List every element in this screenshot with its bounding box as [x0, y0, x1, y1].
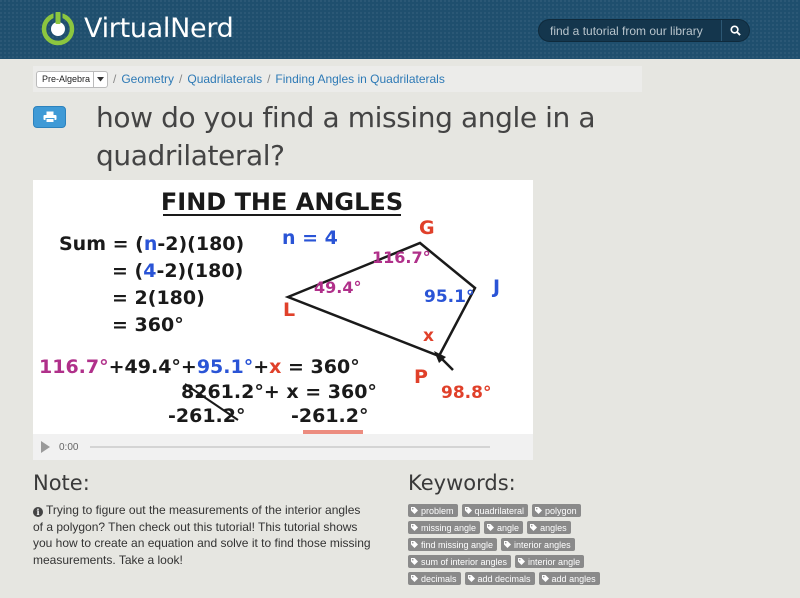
breadcrumb-link-finding-angles[interactable]: Finding Angles in Quadrilaterals — [275, 72, 445, 86]
logo-virtual: Virtual — [84, 12, 171, 44]
subject-select[interactable] — [36, 71, 108, 88]
subject-select-value: Pre-Algebra — [42, 74, 91, 84]
search-icon — [730, 25, 741, 36]
keyword-tag-label: angles — [540, 522, 567, 533]
vertex-p: P — [414, 366, 428, 388]
tag-icon — [530, 524, 537, 531]
tag-icon — [504, 541, 511, 548]
angle-j: 95.1° — [424, 287, 475, 307]
n-equation: n = 4 — [282, 227, 338, 249]
keyword-tag-label: interior angles — [514, 539, 571, 550]
eq1-c: 95.1° — [196, 356, 254, 378]
eq3-left: -261.2° — [168, 405, 246, 427]
eq1-b: +49.4°+ — [108, 356, 197, 378]
keyword-tag-label: sum of interior angles — [421, 556, 508, 567]
keyword-tag[interactable] — [408, 555, 511, 568]
page-title: how do you find a missing angle in a quadrilateral? — [96, 101, 596, 172]
keyword-tag[interactable] — [484, 521, 523, 534]
tag-icon — [411, 524, 418, 531]
logo-nerd: Nerd — [170, 12, 234, 44]
breadcrumb-link-geometry[interactable]: Geometry — [121, 72, 175, 86]
sum-1b: n — [143, 233, 158, 255]
breadcrumb-separator: / — [267, 72, 271, 86]
play-icon[interactable] — [41, 441, 50, 453]
vertex-l: L — [283, 299, 296, 321]
angle-g: 116.7° — [372, 248, 431, 267]
keyword-tag[interactable] — [408, 572, 461, 585]
keywords-heading: Keywords: — [408, 471, 516, 495]
eq2-pre: 8 — [181, 381, 195, 403]
tag-icon — [465, 507, 472, 514]
search-box — [538, 19, 750, 42]
keyword-tag[interactable] — [515, 555, 584, 568]
video-player[interactable] — [33, 180, 533, 460]
tag-icon — [535, 507, 542, 514]
print-icon — [43, 111, 57, 123]
note-text: Trying to figure out the measurements of the interior angles of a polygon? Then check out this tutorial! This tutorial shows you how to create an equation and solve it to find those missing measurements. Take a look! — [33, 503, 371, 567]
tag-icon — [487, 524, 494, 531]
sum-1a: Sum = ( — [59, 233, 144, 255]
note-heading: Note: — [33, 471, 90, 495]
keyword-tag-label: interior angle — [528, 556, 581, 567]
keyword-tag-label: add angles — [551, 573, 596, 584]
breadcrumb — [33, 66, 642, 92]
keyword-tag[interactable] — [408, 504, 458, 517]
keyword-tag-label: polygon — [545, 505, 577, 516]
keyword-tag-list — [408, 504, 623, 589]
virtualnerd-logo[interactable] — [40, 10, 234, 46]
eq2: 261.2°+ x = 360° — [194, 381, 377, 403]
keyword-tag-label: problem — [421, 505, 454, 516]
sum-4: = 360° — [112, 314, 184, 336]
eq1-d: + — [253, 356, 270, 378]
video-progress-bar[interactable] — [90, 446, 490, 448]
svg-text:Sum = (n-2)(180) — [59, 233, 244, 255]
frame-heading: FIND THE ANGLES — [160, 188, 404, 216]
sum-3: = 2(180) — [112, 287, 205, 309]
keyword-tag-label: add decimals — [477, 573, 531, 584]
keyword-tag-label: quadrilateral — [474, 505, 525, 516]
search-input[interactable] — [539, 20, 721, 41]
keyword-tag-label: missing angle — [421, 522, 477, 533]
print-button[interactable] — [33, 106, 66, 128]
sum-2b: 4 — [143, 260, 157, 282]
angle-p: x — [423, 326, 434, 346]
eq1-e: x — [269, 356, 282, 378]
svg-text:= (4-2)(180) — [112, 260, 243, 282]
keyword-tag-label: decimals — [421, 573, 457, 584]
sum-2c: -2)(180) — [156, 260, 244, 282]
breadcrumb-separator: / — [113, 72, 117, 86]
angle-l: 49.4° — [314, 278, 362, 297]
power-logo-icon — [40, 10, 76, 46]
breadcrumb-link-quadrilaterals[interactable]: Quadrilaterals — [187, 72, 263, 86]
keyword-tag-label: find missing angle — [421, 539, 494, 550]
search-button[interactable] — [721, 20, 749, 41]
keyword-tag[interactable] — [527, 521, 571, 534]
chevron-down-icon — [93, 72, 107, 87]
angle-ext: 98.8° — [441, 383, 492, 403]
tag-icon — [411, 541, 418, 548]
eq1-a: 116.7° — [39, 356, 109, 378]
keyword-tag[interactable] — [532, 504, 581, 517]
tag-icon — [518, 558, 525, 565]
tag-icon — [468, 575, 475, 582]
video-time: 0:00 — [59, 441, 79, 453]
tag-icon — [542, 575, 549, 582]
tag-icon — [411, 575, 418, 582]
svg-text:8261.2°+ x = 360° — [181, 381, 377, 403]
sum-1c: -2)(180) — [157, 233, 245, 255]
eq1-f: = 360° — [281, 356, 360, 378]
breadcrumb-separator: / — [179, 72, 183, 86]
keyword-tag[interactable] — [501, 538, 575, 551]
vertex-j: J — [493, 276, 501, 298]
svg-text:116.7°+49.4°+95.1°+x = 360° — [39, 356, 360, 378]
info-icon: i — [33, 507, 43, 517]
site-header — [0, 0, 800, 59]
keyword-tag-label: angle — [497, 522, 520, 533]
note-body — [33, 502, 373, 568]
eq3-right: -261.2° — [291, 405, 369, 427]
sum-2a: = ( — [112, 260, 144, 282]
keyword-tag[interactable] — [465, 572, 535, 585]
keyword-tag[interactable] — [408, 521, 480, 534]
video-controls — [33, 434, 533, 460]
keyword-tag[interactable] — [539, 572, 600, 585]
keyword-tag[interactable] — [462, 504, 529, 517]
tag-icon — [411, 507, 418, 514]
keyword-tag[interactable] — [408, 538, 497, 551]
logo-text — [84, 13, 234, 44]
vertex-g: G — [419, 217, 435, 239]
tag-icon — [411, 558, 418, 565]
video-frame — [33, 180, 533, 434]
